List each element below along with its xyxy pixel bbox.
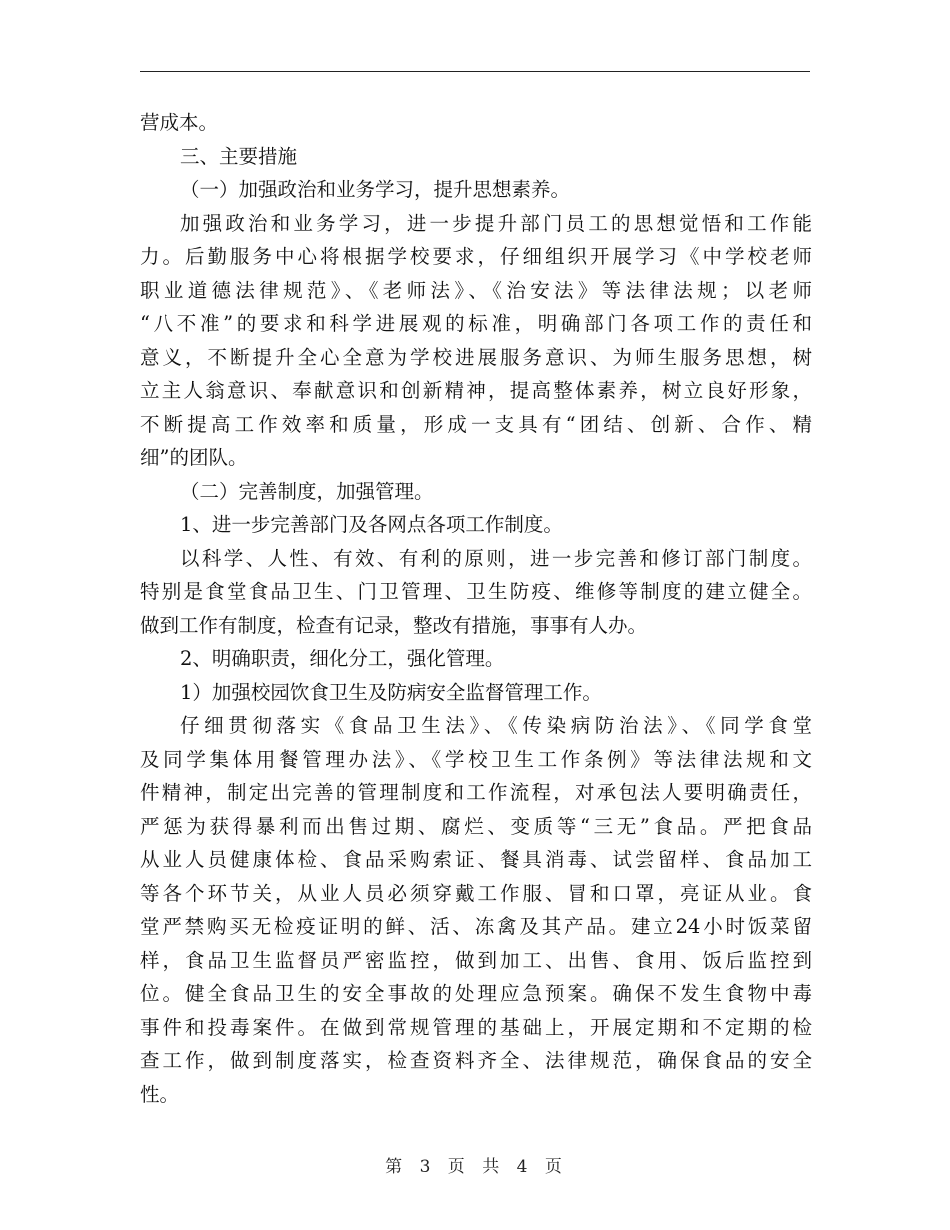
text-line: 等各个环节关，从业人员必须穿戴工作服、冒和口罩，亮证从业。食 [140,881,812,905]
text-line: 1）加强校园饮食卫生及防病安全监督管理工作。 [180,680,602,704]
text-line: “八不准”的要求和科学进展观的标准，明确部门各项工作的责任和 [140,312,812,335]
document-body [140,106,812,1111]
text-line: 性。 [140,1082,180,1106]
text-line: 仔细贯彻落实《食品卫生法》、《传染病防治法》、《同学食堂 [180,714,812,737]
text-line: 以科学、人性、有效、有利的原则，进一步完善和修订部门制度。 [180,546,812,570]
text-line: 三、主要措施 [180,144,298,168]
text-line: 意义，不断提升全心全意为学校进展服务意识、为师生服务思想，树 [140,345,812,369]
text-line: 力。后勤服务中心将根据学校要求，仔细组织开展学习《中学校老师 [140,245,812,268]
text-line: （二）完善制度，加强管理。 [180,479,434,503]
text-line: 件精神，制定出完善的管理制度和工作流程，对承包法人要明确责任， [140,781,812,804]
text-line: 细”的团队。 [140,446,248,469]
text-line: 及同学集体用餐管理办法》、《学校卫生工作条例》等法律法规和文 [140,747,812,771]
text-line: 不断提高工作效率和质量，形成一支具有“团结、创新、合作、精 [140,412,812,436]
text-line: （一）加强政治和业务学习，提升思想素养。 [180,178,571,201]
text-line: 查工作，做到制度落实，检查资料齐全、法律规范，确保食品的安全 [140,1049,812,1072]
text-line: 事件和投毒案件。在做到常规管理的基础上，开展定期和不定期的检 [140,1015,812,1039]
text-line: 堂严禁购买无检疫证明的鲜、活、冻禽及其产品。建立24小时饭菜留 [140,915,812,938]
text-line: 从业人员健康体检、食品采购索证、餐具消毒、试尝留样、食品加工 [140,848,812,871]
text-line: 营成本。 [140,111,219,134]
text-line: 严惩为获得暴利而出售过期、腐烂、变质等“三无”食品。严把食品 [140,814,812,838]
text-line: 特别是食堂食品卫生、门卫管理、卫生防疫、维修等制度的建立健全。 [140,580,812,603]
text-line: 位。健全食品卫生的安全事故的处理应急预案。确保不发生食物中毒 [140,982,812,1005]
text-line: 做到工作有制度，检查有记录，整改有措施，事事有人办。 [140,613,648,637]
text-line: 2、明确职责，细化分工，强化管理。 [180,647,505,670]
page-number: 第 3 页 共 4 页 [385,1157,565,1177]
text-line: 1、进一步完善部门及各网点各项工作制度。 [180,513,563,536]
text-line: 加强政治和业务学习，进一步提升部门员工的思想觉悟和工作能 [180,211,812,235]
text-line: 立主人翁意识、奉献意识和创新精神，提高整体素养，树立良好形象， [140,379,812,402]
header-rule [140,71,810,72]
text-line: 职业道德法律规范》、《老师法》、《治安法》等法律法规；以老师 [140,278,812,302]
text-line: 样，食品卫生监督员严密监控，做到加工、出售、食用、饭后监控到 [140,948,812,972]
